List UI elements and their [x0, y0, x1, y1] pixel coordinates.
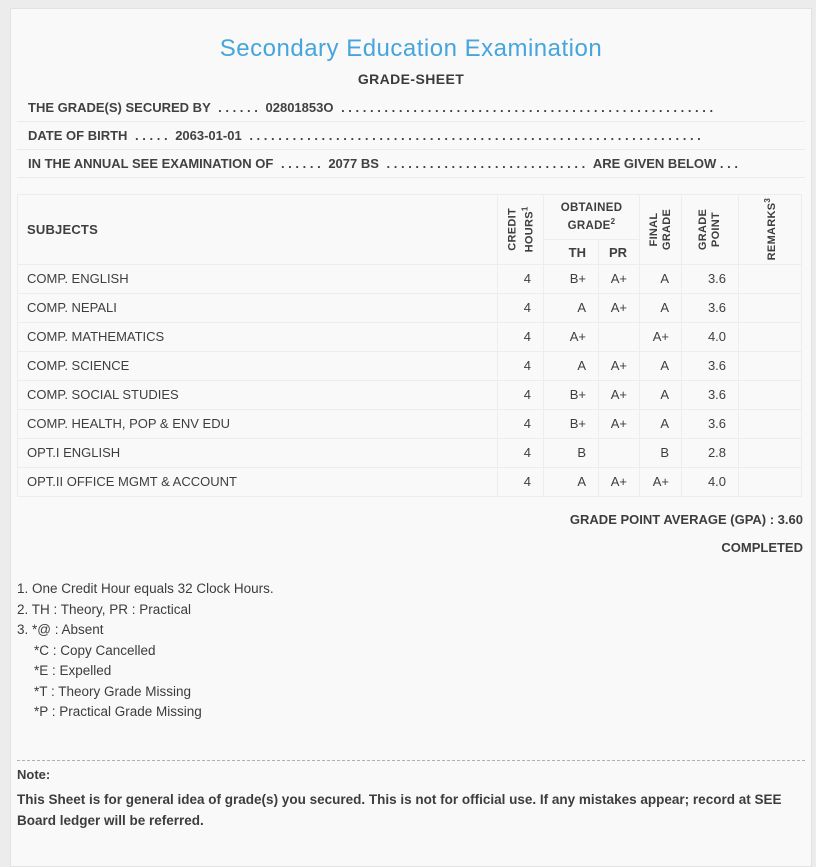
pr-grade-cell: A+ [599, 352, 640, 381]
table-row [18, 294, 802, 323]
page-title: Secondary Education Examination [219, 35, 603, 62]
th-grade-cell: A [544, 352, 599, 381]
gradesheet-content [11, 37, 811, 831]
credit-hours-cell: 4 [498, 352, 544, 381]
dotted-leader: . . . . . . [218, 100, 258, 115]
remarks-cell [739, 352, 802, 381]
symbol-number-value: 02801853O [265, 100, 334, 115]
pr-grade-cell: A+ [599, 265, 640, 294]
final-grade-cell: A [640, 381, 682, 410]
credit-hours-cell: 4 [498, 410, 544, 439]
credit-hours-cell: 4 [498, 381, 544, 410]
remarks-cell [739, 439, 802, 468]
th-grade-cell: B [544, 439, 599, 468]
column-header-obtained-grade [544, 195, 640, 240]
footnote-item: *C : Copy Cancelled [34, 642, 156, 658]
pr-grade-cell: A+ [599, 410, 640, 439]
footnotes [17, 579, 805, 723]
table-row [18, 265, 802, 294]
dotted-leader: . . . . . . [280, 156, 321, 171]
final-grade-cell: A [640, 410, 682, 439]
footnote-item: *P : Practical Grade Missing [34, 704, 202, 719]
remarks-cell [739, 265, 802, 294]
dob-label: DATE OF BIRTH [28, 128, 128, 143]
final-grade-line1: FINAL [648, 212, 661, 247]
footnote-item: *T : Theory Grade Missing [34, 683, 192, 699]
credit-hours-cell: 4 [498, 265, 544, 294]
credit-hours-cell: 4 [498, 323, 544, 352]
th-grade-cell: A [544, 468, 599, 497]
secured-by-label: THE GRADE(S) SECURED BY [28, 100, 211, 115]
table-header-row [18, 195, 802, 240]
info-line-exam-year [17, 150, 805, 178]
remarks-cell [739, 381, 802, 410]
subject-cell: OPT.I ENGLISH [18, 439, 498, 468]
subject-cell: COMP. MATHEMATICS [18, 323, 498, 352]
credit-hours-line2: HOURS$^1$ [519, 206, 535, 253]
dotted-leader: . . . . . . . . . . . . . . . . . . . . . . . . . . . . [386, 156, 586, 171]
final-grade-cell: A [640, 352, 682, 381]
info-line-secured-by [17, 94, 805, 122]
table-row [18, 410, 802, 439]
note-text: This Sheet is for general idea of grade(s) you secured. This is not for official use. If any mistakes appear; record at SEE Board ledger will be referred. [17, 791, 782, 828]
note-divider [17, 760, 805, 761]
grade-point-cell: 3.6 [682, 410, 739, 439]
table-row [18, 352, 802, 381]
grade-point-line1: GRADE [697, 208, 710, 251]
exam-year-value: 2077 BS [328, 156, 379, 171]
grades-table [17, 194, 802, 497]
gradesheet-card [10, 8, 812, 867]
pr-grade-cell: A+ [599, 381, 640, 410]
dotted-leader: . . . . . . . . . . . . . . . . . . . . . . . . . . . . . . . . . . . . . . . . . . . . . . . . . . . . [341, 100, 714, 115]
candidate-info [17, 94, 805, 178]
column-header-pr: PR [599, 240, 640, 265]
dob-value: 2063-01-01 [175, 128, 242, 143]
grade-point-cell: 2.8 [682, 439, 739, 468]
credit-hours-line1: CREDIT [506, 208, 519, 251]
remarks-cell [739, 410, 802, 439]
column-header-grade-point [682, 195, 739, 265]
final-grade-cell: A+ [640, 468, 682, 497]
final-grade-cell: A [640, 265, 682, 294]
footnote-item: 3. *@ : Absent [17, 622, 104, 637]
footnote-item: 2. TH : Theory, PR : Practical [17, 601, 192, 617]
remarks-line1: REMARKS$^3$ [762, 198, 778, 261]
table-row [18, 381, 802, 410]
remarks-cell [739, 323, 802, 352]
th-grade-cell: A [544, 294, 599, 323]
column-header-final-grade [640, 195, 682, 265]
th-grade-cell: B+ [544, 410, 599, 439]
grade-point-cell: 3.6 [682, 294, 739, 323]
grade-point-cell: 4.0 [682, 468, 739, 497]
obtained-line2: GRADE$^2$ [567, 217, 616, 232]
completion-status: COMPLETED [721, 540, 803, 555]
subject-cell: COMP. HEALTH, POP & ENV EDU [18, 410, 498, 439]
subject-cell: COMP. ENGLISH [18, 265, 498, 294]
credit-hours-cell: 4 [498, 439, 544, 468]
final-grade-cell: A+ [640, 323, 682, 352]
final-grade-cell: A [640, 294, 682, 323]
dotted-leader: . . . . . . . . . . . . . . . . . . . . . . . . . . . . . . . . . . . . . . . . . . . . . . . . . . . . . . . . . . . . . . . [249, 128, 701, 143]
subject-cell: COMP. SOCIAL STUDIES [18, 381, 498, 410]
footnote-item: *E : Expelled [34, 663, 112, 678]
th-grade-cell: B+ [544, 381, 599, 410]
obtained-line1: OBTAINED [560, 202, 623, 215]
column-header-credit-hours [498, 195, 544, 265]
credit-hours-cell: 4 [498, 294, 544, 323]
grade-point-line2: POINT [710, 211, 723, 248]
table-row [18, 468, 802, 497]
grade-point-cell: 3.6 [682, 352, 739, 381]
footnote-item: 1. One Credit Hour equals 32 Clock Hours. [17, 581, 274, 596]
pr-grade-cell: A+ [599, 468, 640, 497]
th-grade-cell: B+ [544, 265, 599, 294]
table-row [18, 323, 802, 352]
grade-point-cell: 4.0 [682, 323, 739, 352]
remarks-cell [739, 468, 802, 497]
grade-point-cell: 3.6 [682, 381, 739, 410]
exam-label: IN THE ANNUAL SEE EXAMINATION OF [28, 156, 274, 171]
column-header-subjects: SUBJECTS [18, 195, 498, 265]
pr-grade-cell [599, 323, 640, 352]
subject-cell: COMP. SCIENCE [18, 352, 498, 381]
final-grade-cell: B [640, 439, 682, 468]
dotted-leader: . . . . . [135, 128, 168, 143]
note-label: Note: [17, 766, 51, 782]
credit-hours-cell: 4 [498, 468, 544, 497]
gpa-summary: GRADE POINT AVERAGE (GPA) : 3.60 [569, 512, 803, 527]
final-grade-line2: GRADE [660, 208, 673, 251]
column-header-remarks [739, 195, 802, 265]
info-line-date-of-birth [17, 122, 805, 150]
grade-sheet-subtitle: GRADE-SHEET [357, 71, 465, 87]
subject-cell: COMP. NEPALI [18, 294, 498, 323]
are-given-below-label: ARE GIVEN BELOW . . . [592, 156, 738, 171]
column-header-th: TH [544, 240, 599, 265]
remarks-cell [739, 294, 802, 323]
th-grade-cell: A+ [544, 323, 599, 352]
subject-cell: OPT.II OFFICE MGMT & ACCOUNT [18, 468, 498, 497]
pr-grade-cell: A+ [599, 294, 640, 323]
table-row [18, 439, 802, 468]
pr-grade-cell [599, 439, 640, 468]
grade-point-cell: 3.6 [682, 265, 739, 294]
